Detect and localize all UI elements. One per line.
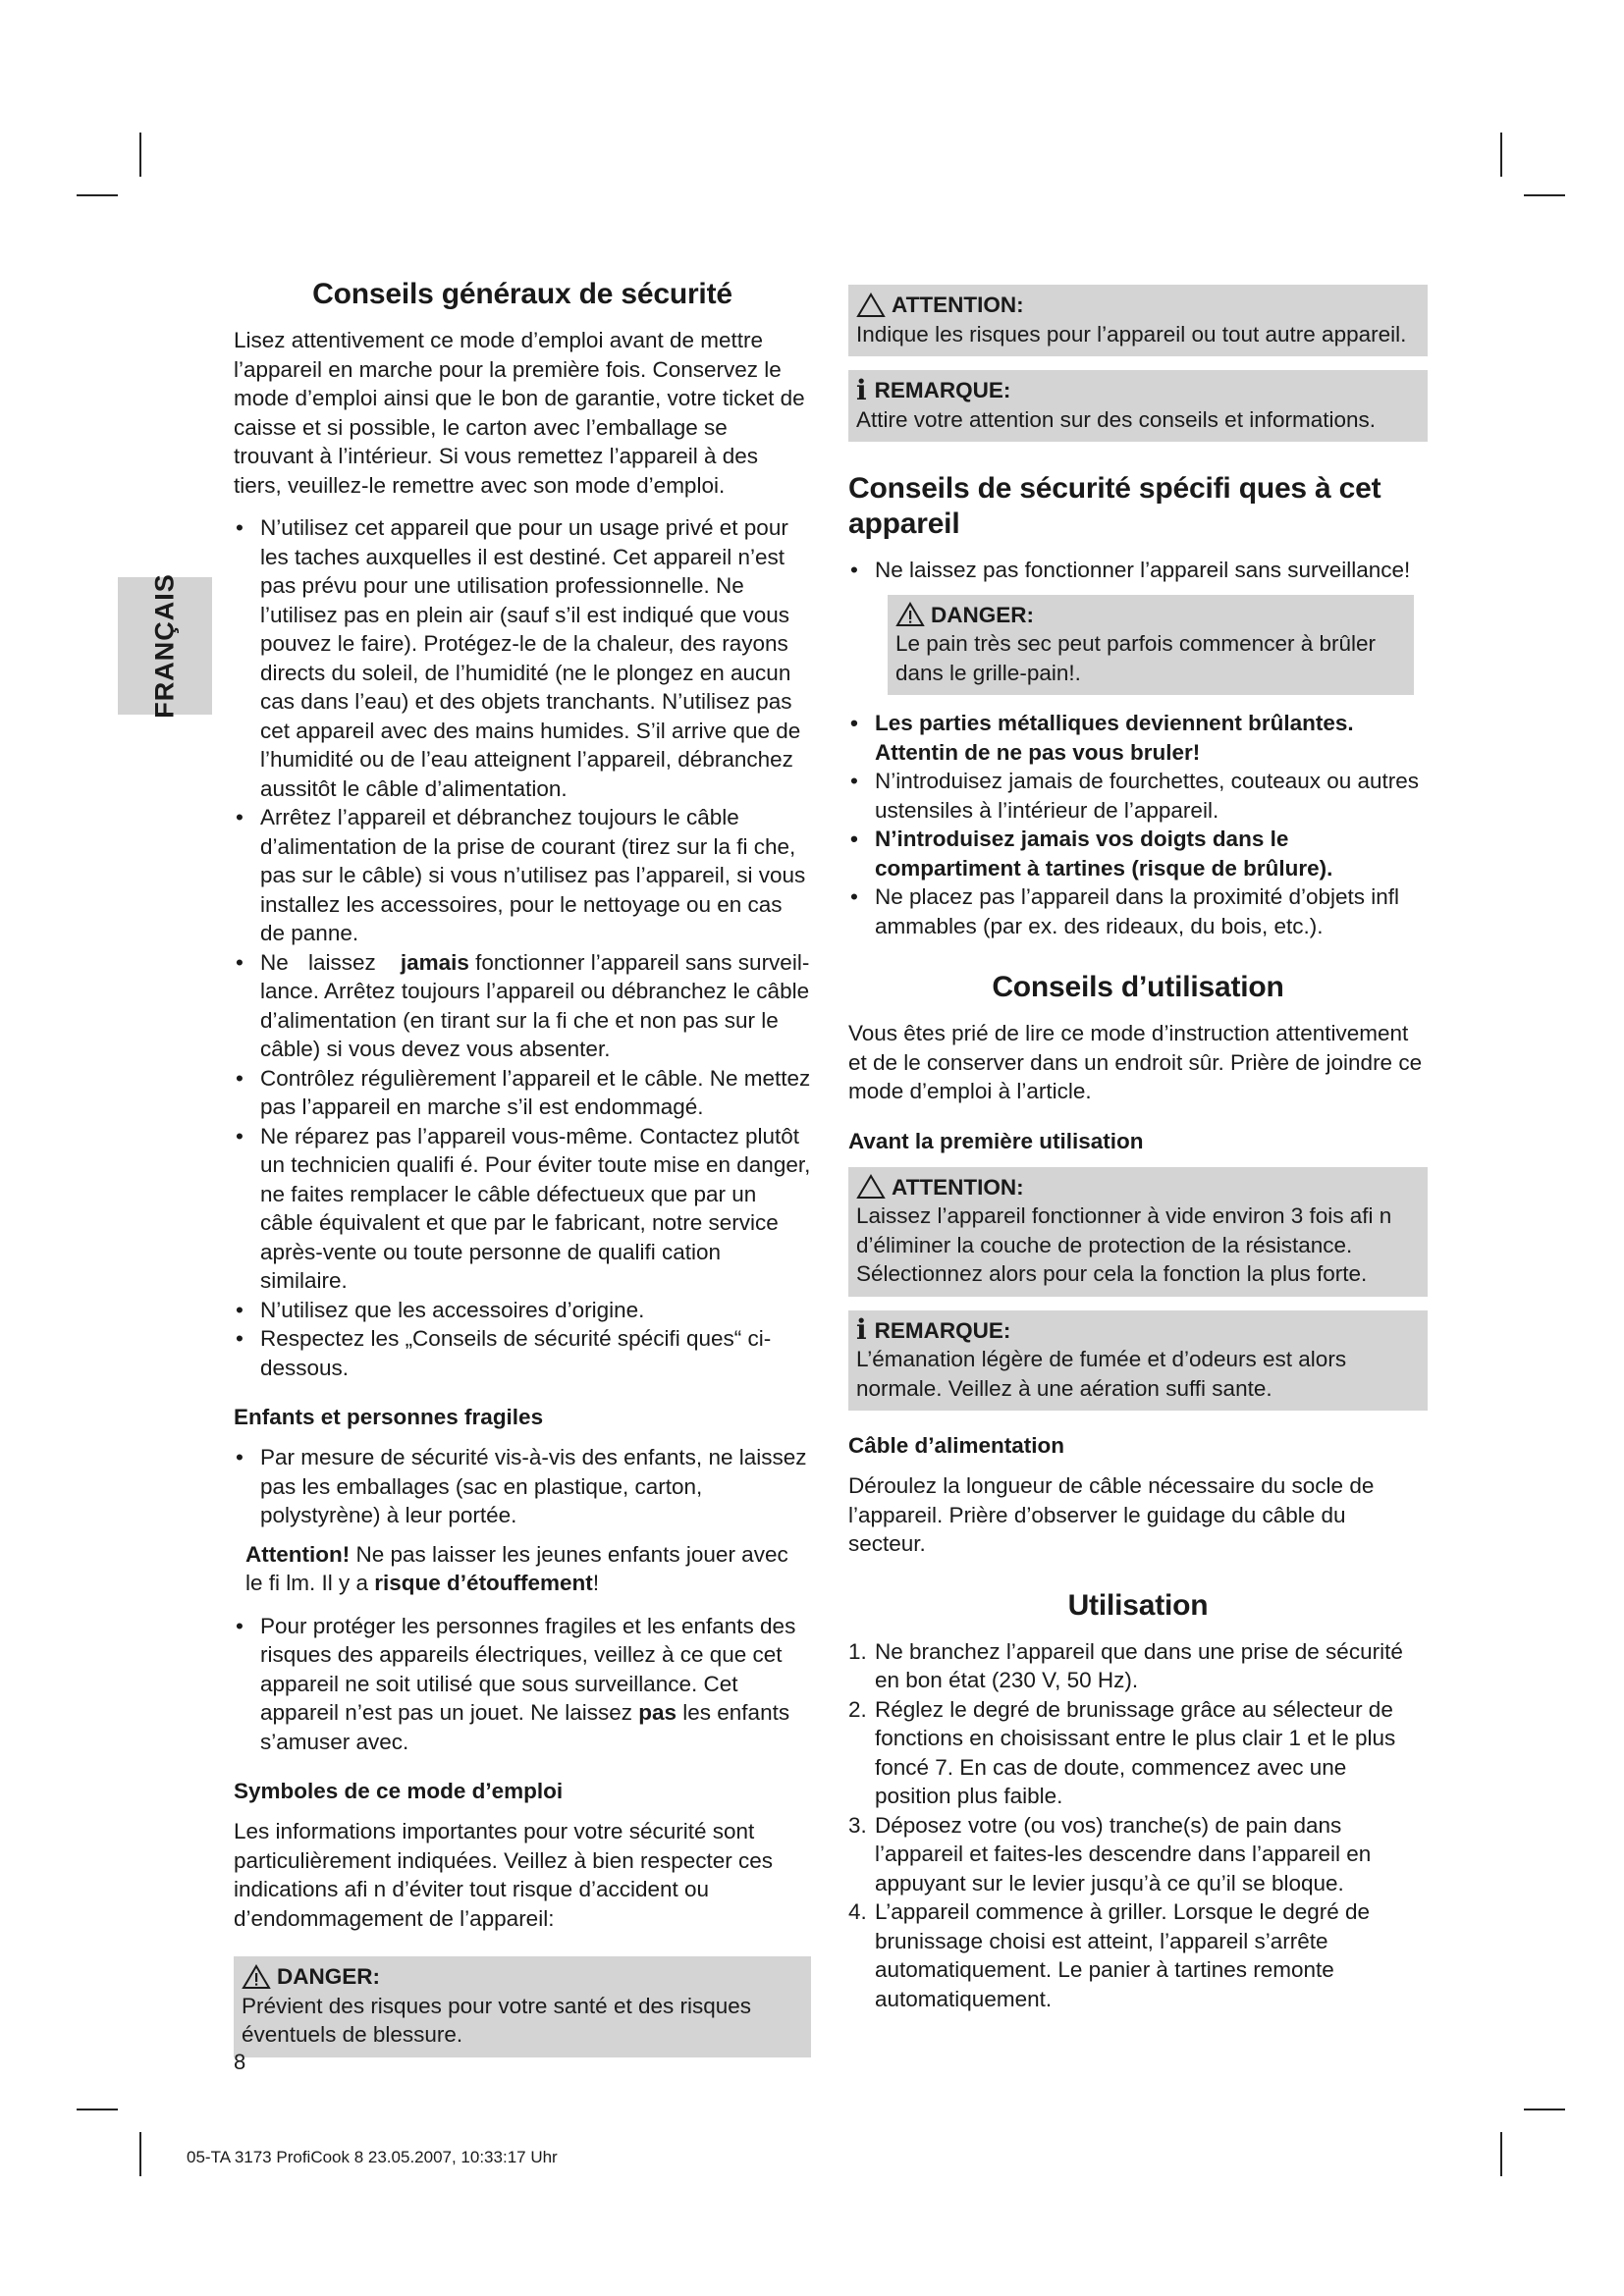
danger-title: DANGER: [277, 1964, 380, 1989]
attention-text: Indique les risques pour l’appareil ou tout autre appareil. [856, 321, 1407, 347]
remarque-title: REMARQUE: [874, 1317, 1011, 1343]
symbols-paragraph: Les informations importantes pour votre sécurité sont particulièrement indiquées. Veillez à bien respecter ces indications afi n d’éviter tout risque d’accident ou d’endommagement de l’appareil: [234, 1819, 774, 1931]
crop-mark [1524, 2109, 1565, 2110]
usage-paragraph: Vous êtes prié de lire ce mode d’instruction attentivement et de le conserver dans un endroit sûr. Prière de joindre ce mode d’emploi à l’article. [848, 1021, 1423, 1103]
info-icon: i [856, 1313, 867, 1347]
crop-mark [139, 133, 141, 177]
general-safety-title: Conseils généraux de sécurité [312, 278, 732, 310]
symbols-heading: Symboles de ce mode d’emploi [234, 1779, 564, 1803]
crop-mark [1500, 2132, 1502, 2176]
text-run: ! [592, 1571, 600, 1595]
attention-text: Laissez l’appareil fonctionner à vide environ 3 fois afi n d’éliminer la couche de protection de la résistance. Sélectionnez alors pour cela la fonction la plus forte. [856, 1203, 1392, 1286]
specific-safety-title: Conseils de sécurité spécifi ques à cet appareil [848, 472, 1381, 540]
usage-title: Conseils d’utilisation [992, 971, 1284, 1003]
list-item: • N’utilisez que les accessoires d’origine. [234, 1296, 811, 1325]
specific-list-2 [848, 709, 1428, 940]
list-item: • Ne réparez pas l’appareil vous-même. Contactez plutôt un technicien qualifi é. Pour éviter toute mise en danger, ne faites remplacer le câble défectueux que par un câble équivalent et que par le fabricant, notre service après-vente ou toute personne de qualifi cation similaire. [234, 1122, 811, 1296]
remarque-box [848, 370, 1428, 442]
print-footer: 05-TA 3173 ProfiCook 8 23.05.2007, 10:33:17 Uhr [187, 2148, 558, 2166]
step-number: 3. [848, 1812, 867, 1838]
step-text: Ne branchez l’appareil que dans une prise de sécurité en bon état (230 V, 50 Hz). [875, 1638, 1403, 1692]
step-number: 2. [848, 1696, 867, 1722]
text-run: les enfants s’amuser avec. [260, 1700, 790, 1754]
language-tab [118, 573, 212, 719]
utilisation-title: Utilisation [1067, 1588, 1209, 1622]
attention-label: Attention! [245, 1541, 351, 1567]
crop-mark [1500, 133, 1502, 177]
list-item: • N’utilisez cet appareil que pour un usage privé et pour les taches auxquelles il est destiné. Cet appareil n’est pas prévu pour une utilisation professionnelle. Ne l’utilisez pas en plein air (sauf s’il est indiqué que vous pouvez le faire). Protégez-le de la chaleur, des rayons directs du soleil, de l’humidité (ne le plongez en aucun cas dans l’eau) et des objets tranchants. N’utilisez pas cet appareil avec des mains humides. S’il arrive que de l’humidité ou de l’eau atteignent l’appareil, débranchez aussitôt le câble d’alimentation. [234, 513, 811, 803]
attention-title: ATTENTION: [892, 1174, 1024, 1200]
cable-paragraph: Déroulez la longueur de câble nécessaire du socle de l’appareil. Prière d’observer le guidage du câble du secteur. [848, 1473, 1375, 1556]
list-item: • Les parties métalliques deviennent brûlantes. Attentin de ne pas vous bruler! [848, 709, 1428, 767]
attention-note [234, 1540, 811, 1598]
remarque-text: Attire votre attention sur des conseils et informations. [856, 406, 1377, 432]
danger-box-2 [888, 595, 1414, 696]
crop-mark [77, 2109, 118, 2110]
attention-box [848, 285, 1428, 356]
steps-list [848, 1637, 1428, 2014]
emphasis-jamais: jamais [400, 949, 469, 975]
left-column [234, 277, 811, 2071]
list-item [234, 948, 811, 1064]
remarque-text: L’émanation légère de fumée et d’odeurs est alors normale. Veillez à une aération suffi sante. [856, 1347, 1347, 1401]
language-tab-label: FRANÇAIS [149, 573, 180, 719]
list-item: • Ne placez pas l’appareil dans la proximité d’objets infl ammables (par ex. des rideaux, du bois, etc.). [848, 882, 1428, 940]
right-column [848, 285, 1428, 2013]
text-run: fonctionner l’appareil sans surveillance. Arrêtez toujours l’appareil ou débranchez le câble d’alimentation (en tirant sur la fi che et non pas sur le câble) si vous devez vous absenter. [260, 949, 810, 1061]
specific-list-1 [848, 556, 1428, 585]
danger-title: DANGER: [931, 602, 1034, 627]
danger-header [895, 601, 1404, 630]
step-text: Réglez le degré de brunissage grâce au sélecteur de fonctions en choisissant entre le plus clair 1 et le plus foncé 7. En cas de doute, commencez avec une position plus faible. [875, 1696, 1396, 1808]
crop-mark [1524, 194, 1565, 196]
crop-mark [77, 194, 118, 196]
attention-header [856, 291, 1418, 320]
list-item: • N’introduisez jamais vos doigts dans le compartiment à tartines (risque de brûlure). [848, 825, 1428, 882]
remarque-box-2 [848, 1310, 1428, 1412]
attention-box-2 [848, 1167, 1428, 1297]
list-item [848, 1637, 1428, 1695]
page-number: 8 [234, 2050, 246, 2074]
text-run: Ne laissez [260, 949, 376, 975]
children-list [234, 1443, 811, 1530]
list-item: • Ne laissez pas fonctionner l’appareil sans surveillance! [848, 556, 1428, 585]
first-use-heading: Avant la première utilisation [848, 1128, 1144, 1153]
suffocation-risk: risque d’étouffement [374, 1571, 593, 1595]
emphasis-pas: pas [638, 1700, 677, 1725]
danger-header [242, 1962, 801, 1992]
children-heading: Enfants et personnes fragiles [234, 1405, 544, 1429]
warning-triangle-icon [895, 602, 925, 627]
crop-mark [139, 2132, 141, 2176]
attention-header [856, 1173, 1418, 1202]
list-item: • N’introduisez jamais de fourchettes, couteaux ou autres ustensiles à l’intérieur de l’appareil. [848, 767, 1428, 825]
list-item [848, 1695, 1428, 1811]
step-text: L’appareil commence à griller. Lorsque le degré de brunissage choisi est atteint, l’appareil s’arrête automatiquement. Le panier à tartines remonte automatiquement. [875, 1899, 1371, 2011]
safety-list [234, 513, 811, 1382]
text-run: Ne pas laisser les jeunes enfants jouer avec le fi lm. Il y a [245, 1541, 788, 1595]
danger-box [234, 1956, 811, 2057]
remarque-header [856, 373, 1418, 406]
attention-title: ATTENTION: [892, 293, 1024, 317]
list-item [234, 1612, 811, 1757]
list-item: • Par mesure de sécurité vis-à-vis des enfants, ne laissez pas les emballages (sac en plastique, carton, polystyrène) à leur portée. [234, 1443, 811, 1530]
danger-text: Le pain très sec peut parfois commencer à brûler dans le grille-pain!. [895, 631, 1376, 685]
danger-text: Prévient des risques pour votre santé et des risques éventuels de blessure. [242, 1993, 752, 2047]
warning-triangle-icon [856, 1174, 886, 1200]
warning-triangle-icon [856, 293, 886, 318]
info-icon: i [856, 373, 867, 406]
step-number: 1. [848, 1638, 867, 1664]
fragile-list [234, 1612, 811, 1757]
warning-triangle-icon [242, 1964, 271, 1990]
list-item: • Contrôlez régulièrement l’appareil et le câble. Ne mettez pas l’appareil en marche s’il est endommagé. [234, 1064, 811, 1122]
step-number: 4. [848, 1899, 867, 1924]
list-item [848, 1897, 1428, 2013]
list-item: • Respectez les „Conseils de sécurité spécifi ques“ ci-dessous. [234, 1324, 811, 1382]
list-item: • Arrêtez l’appareil et débranchez toujours le câble d’alimentation de la prise de courant (tirez sur la fi che, pas sur le câble) si vous n’utilisez pas l’appareil, si vous installez les accessoires, pour le nettoyage ou en cas de panne. [234, 803, 811, 948]
remarque-header [856, 1313, 1418, 1347]
cable-heading: Câble d’alimentation [848, 1433, 1065, 1458]
text-run: Pour protéger les personnes fragiles et les enfants des risques des appareils électriques, veillez à ce que cet appareil ne soit utilisé que sous surveillance. Cet appareil n’est pas un jouet. Ne laissez [260, 1613, 796, 1725]
intro-paragraph: Lisez attentivement ce mode d’emploi avant de mettre l’appareil en marche pour la première fois. Conservez le mode d’emploi ainsi que le bon de garantie, votre ticket de caisse et si possible, le carton avec l’emballage se trouvant à l’intérieur. Si vous remettez l’appareil à des tiers, veuillez-le remettre avec son mode d’emploi. [234, 328, 805, 498]
remarque-title: REMARQUE: [874, 378, 1011, 402]
list-item [848, 1811, 1428, 1898]
step-text: Déposez votre (ou vos) tranche(s) de pain dans l’appareil et faites-les descendre dans l’appareil en appuyant sur le levier jusqu’à ce qu’il se bloque. [875, 1812, 1372, 1896]
